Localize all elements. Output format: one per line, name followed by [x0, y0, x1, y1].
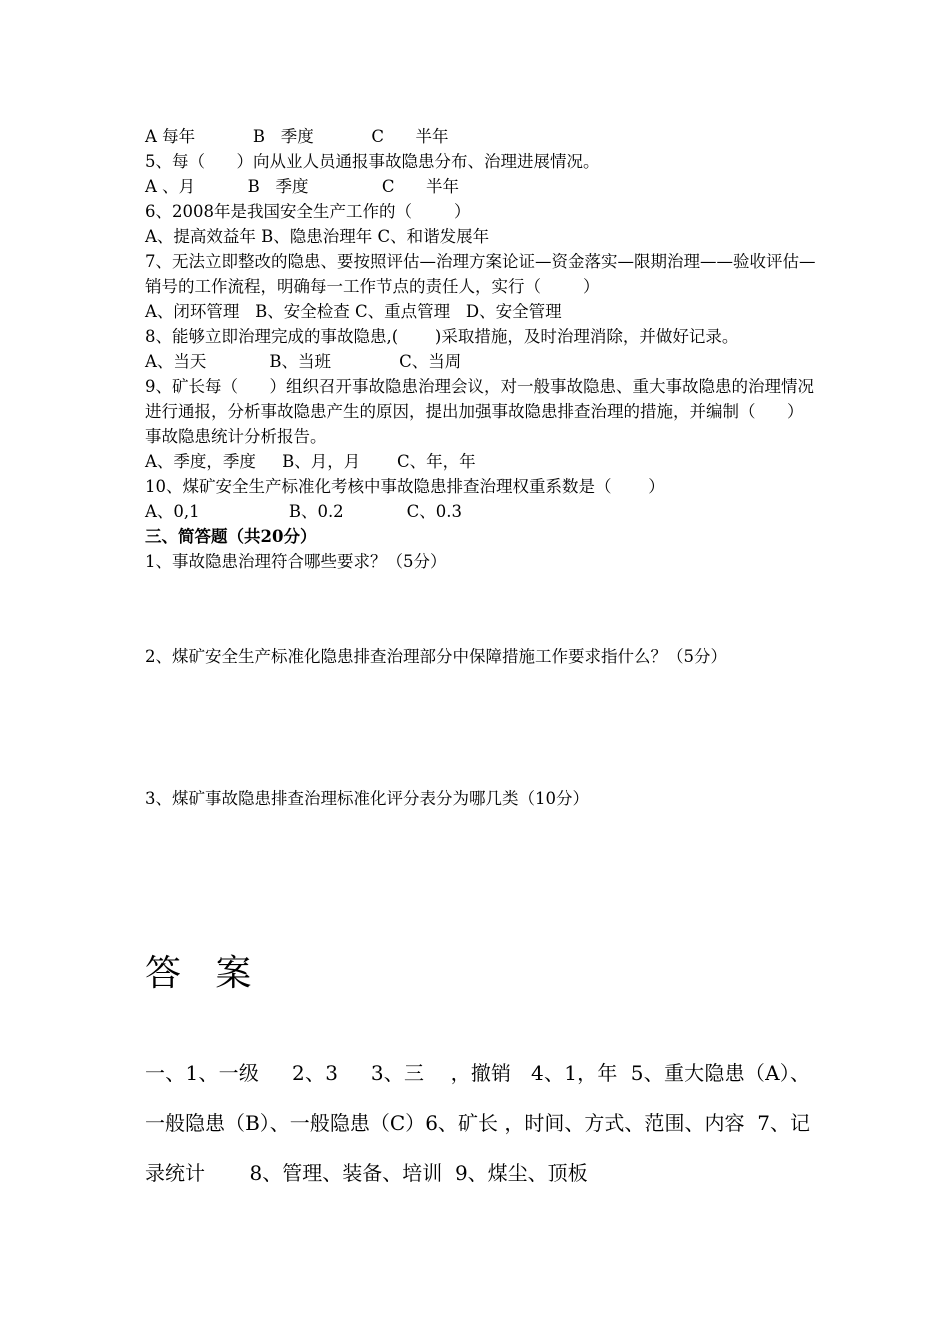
q8-options: A、当天 B、当班 C、当周 — [145, 352, 462, 371]
q10-stem: 10、煤矿安全生产标准化考核中事故隐患排查治理权重系数是（ ） — [145, 477, 665, 496]
q4-options: A 每年 B 季度 C 半年 — [145, 127, 449, 146]
exam-page — [145, 124, 817, 811]
section3-heading: 三、简答题（共20分） — [145, 527, 317, 546]
answer-space-2 — [145, 669, 817, 786]
answer-space-1 — [145, 574, 817, 644]
answer-text: 一、1、一级 2、3 3、三 ，撤销 4、1，年 5、重大隐患（A）、一般隐患（B）、一般隐患（C）6、矿长 ，时间、方式、范围、内容 7、记录统计 8、管理、装备、培训 9、煤尘、顶板 — [145, 1061, 810, 1185]
q5-options: A 、月 B 季度 C 半年 — [145, 177, 459, 196]
q7-stem: 7、无法立即整改的隐患、要按照评估—治理方案论证—资金落实—限期治理——验收评估—销号的工作流程，明确每一工作节点的责任人，实行（ ） — [145, 252, 816, 296]
q6-stem: 6、2008年是我国安全生产工作的（ ） — [145, 202, 471, 221]
q8-stem: 8、能够立即治理完成的事故隐患,( )采取措施，及时治理消除，并做好记录。 — [145, 327, 739, 346]
short-answer-q3: 3、煤矿事故隐患排查治理标准化评分表分为哪几类（10分） — [145, 789, 589, 808]
q6-options: A、提高效益年 B、隐患治理年 C、和谐发展年 — [145, 227, 490, 246]
short-answer-q1: 1、事故隐患治理符合哪些要求？（5分） — [145, 552, 447, 571]
short-answer-q2: 2、煤矿安全生产标准化隐患排查治理部分中保障措施工作要求指什么？（5分） — [145, 647, 727, 666]
q10-options: A、0,1 B、0.2 C、0.3 — [145, 502, 462, 521]
q5-stem: 5、每（ ）向从业人员通报事故隐患分布、治理进展情况。 — [145, 152, 600, 171]
q9-stem: 9、矿长每（ ）组织召开事故隐患治理会议，对一般事故隐患、重大事故隐患的治理情况进行通报，分析事故隐患产生的原因，提出加强事故隐患排查治理的措施，并编制（ ）事故隐患统计分析报告。 — [145, 377, 814, 446]
q9-options: A、季度，季度 B、月，月 C、年，年 — [145, 452, 476, 471]
answer-heading: 答 案 — [145, 953, 252, 994]
q7-options: A、闭环管理 B、安全检查 C、重点管理 D、安全管理 — [145, 302, 562, 321]
